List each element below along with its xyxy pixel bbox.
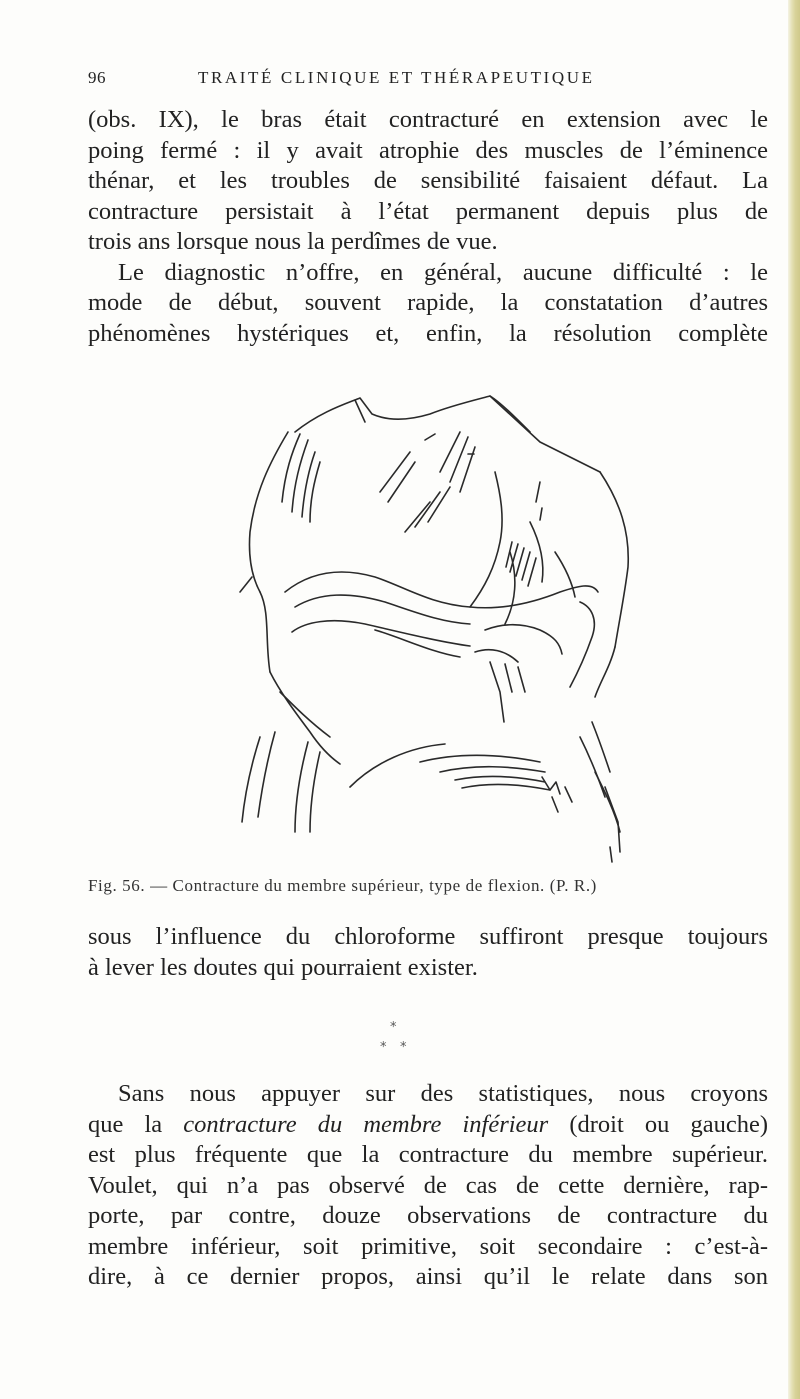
asterism-star: * — [380, 1040, 387, 1055]
page-number: 96 — [88, 68, 106, 87]
text-line: dire, à ce dernier propos, ainsi qu’il le relate dans son — [88, 1263, 768, 1290]
paragraph-influence — [88, 922, 768, 983]
figure-illustration — [200, 392, 640, 870]
page-edge-shadow — [788, 0, 800, 1399]
asterism-star: * — [390, 1020, 397, 1035]
paragraph-top — [88, 105, 768, 349]
text-line: trois ans lorsque nous la perdîmes de vue. — [88, 228, 498, 255]
text-fragment: (droit ou gauche) — [548, 1110, 768, 1138]
asterism-separator — [360, 1020, 440, 1064]
text-line: sous l’influence du chloroforme suffiront presque toujours — [88, 923, 768, 950]
text-fragment: que la — [88, 1110, 184, 1138]
text-line: phénomènes hystériques et, enfin, la résolution complète — [88, 319, 768, 347]
text-line: membre inférieur, soit primitive, soit secondaire : c’est-à- — [88, 1232, 768, 1260]
text-line: poing fermé : il y avait atrophie des muscles de l’éminence — [88, 136, 768, 164]
running-header — [88, 68, 768, 94]
text-line: mode de début, souvent rapide, la constatation d’autres — [88, 289, 768, 316]
running-title: TRAITÉ CLINIQUE ET THÉRAPEUTIQUE — [198, 68, 595, 87]
paragraph-bottom — [88, 1079, 768, 1293]
text-line: thénar, et les troubles de sensibilité faisaient défaut. La — [88, 167, 768, 194]
text-line: Le diagnostic n’offre, en général, aucune difficulté : le — [118, 258, 768, 286]
figure-caption: Fig. 56. — Contracture du membre supérieur, type de flexion. (P. R.) — [88, 876, 597, 895]
text-line: est plus fréquente que la contracture du membre supérieur. — [88, 1141, 768, 1168]
text-line: à lever les doutes qui pourraient exister. — [88, 953, 478, 981]
text-line: porte, par contre, douze observations de contracture du — [88, 1202, 768, 1229]
text-line — [88, 1110, 768, 1141]
text-line: contracture persistait à l’état permanent depuis plus de — [88, 197, 768, 225]
asterism-star: * — [400, 1040, 407, 1055]
italic-phrase: contracture du membre inférieur — [183, 1110, 549, 1138]
text-line: (obs. IX), le bras était contracturé en extension avec le — [88, 106, 768, 133]
text-line: Voulet, qui n’a pas observé de cas de cette dernière, rap- — [88, 1171, 768, 1199]
text-line: Sans nous appuyer sur des statistiques, nous croyons — [118, 1080, 768, 1107]
